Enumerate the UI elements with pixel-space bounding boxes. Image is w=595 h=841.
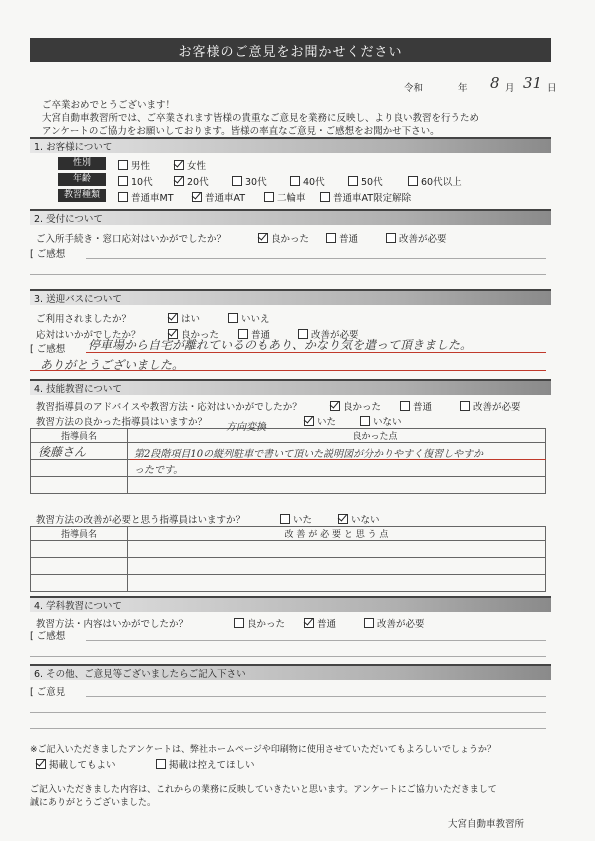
checkbox-icon[interactable] [386,233,396,243]
checkbox-icon[interactable] [118,160,128,170]
shuttle-good-option[interactable]: 良かった [168,327,219,341]
school-name: 大宮自動車教習所 [448,819,525,830]
publish-ok-option[interactable]: 掲載してもよい [36,757,116,771]
checkbox-icon[interactable] [360,416,370,426]
checked-checkbox-icon[interactable] [258,233,268,243]
checked-checkbox-icon[interactable] [174,160,184,170]
checkbox-icon[interactable] [156,759,166,769]
good-points-header: 良かった点 [128,429,546,443]
checked-checkbox-icon[interactable] [192,192,202,202]
checked-checkbox-icon[interactable] [338,514,348,524]
reception-question: ご入所手続き・窓口応対はいかがでしたか？ [36,234,227,245]
intro-line-1: ご卒業おめでとうございます！ [42,100,176,111]
academic-question: 教習方法・内容はいかがでしたか？ [36,619,189,630]
checked-checkbox-icon[interactable] [330,401,340,411]
shuttle-comment-text-2: ありがとうございました。 [40,358,185,372]
good-instructor-yes-option[interactable]: いた [304,414,336,428]
academic-comment-label: [ ご感想 [30,631,66,642]
reception-comment-line [86,258,546,259]
checked-checkbox-icon[interactable] [304,618,314,628]
date-day: 31 [523,74,543,92]
checkbox-icon[interactable] [234,618,244,628]
shuttle-comment-label: [ ご感想 [30,344,66,355]
shuttle-usage-question: ご利用されましたか？ [36,314,132,325]
gender-label: 性別 [58,157,106,170]
checkbox-icon[interactable] [290,176,300,186]
shuttle-improve-option[interactable]: 改善が必要 [298,327,359,341]
checked-checkbox-icon[interactable] [36,759,46,769]
closing-line-2: 誠にありがとうございました。 [30,798,157,808]
age-10s-option[interactable]: 10代 [118,174,153,188]
checkbox-icon[interactable] [118,176,128,186]
reception-improve-option[interactable]: 改善が必要 [386,231,447,245]
shuttle-comment-line [86,352,546,353]
checkbox-icon[interactable] [232,176,242,186]
date-day-unit: 日 [547,83,557,94]
section-header-driving-lessons: 4. 技能教習について [30,379,551,395]
gender-male-option[interactable]: 男性 [118,158,150,172]
reception-comment-label: [ ご感想 [30,249,66,260]
intro-line-2: 大宮自動車教習所では、ご卒業されます皆様の貴重なご意見を業務に反映し、より良い教習を行うため [42,113,480,124]
date-era: 令和 [404,83,424,94]
section-header-academic-lessons: 4. 学科教習について [30,596,551,612]
checkbox-icon[interactable] [264,192,274,202]
course-at-option[interactable]: 普通車AT [192,190,245,204]
closing-line-1: ご記入いただきました内容は、これからの業務に反映していきたいと思います。アンケートにご協力いただきまして [30,785,497,795]
publish-decline-option[interactable]: 掲載は控えてほしい [156,757,255,771]
age-30s-option[interactable]: 30代 [232,174,267,188]
other-comment-line [30,712,546,713]
other-comment-line [30,728,546,729]
good-instructor-no-option[interactable]: いない [360,414,402,428]
academic-improve-option[interactable]: 改善が必要 [364,616,425,630]
section-header-shuttle: 3. 送迎バスについて [30,289,551,305]
section-header-reception: 2. 受付について [30,209,551,225]
reception-good-option[interactable]: 良かった [258,231,309,245]
checkbox-icon[interactable] [228,313,238,323]
age-20s-option[interactable]: 20代 [174,174,209,188]
course-mt-option[interactable]: 普通車MT [118,190,174,204]
shuttle-used-no-option[interactable]: いいえ [228,311,270,325]
shuttle-normal-option[interactable]: 普通 [238,327,270,341]
good-points-line [130,459,546,460]
reception-comment-line [30,274,546,275]
good-points-text-1: 第2段階項目10の縦列駐車で書いて頂いた説明図が分かりやすく復習しやすか [134,449,484,460]
good-instructor-table [30,428,546,494]
good-instructor-name: 後藤さん [38,445,87,459]
academic-good-option[interactable]: 良かった [234,616,285,630]
improve-instructor-yes-option[interactable]: いた [280,512,312,526]
academic-comment-line [30,656,546,657]
checkbox-icon[interactable] [400,401,410,411]
age-50s-option[interactable]: 50代 [348,174,383,188]
course-motorcycle-option[interactable]: 二輪車 [264,190,306,204]
course-label: 教習種類 [58,189,106,202]
academic-normal-option[interactable]: 普通 [304,616,336,630]
checkbox-icon[interactable] [280,514,290,524]
checkbox-icon[interactable] [326,233,336,243]
course-at-limit-release-option[interactable]: 普通車AT限定解除 [320,190,411,204]
shuttle-comment-line [30,370,546,371]
date-month: 8 [490,74,500,92]
instructor-name-header: 指導員名 [31,527,128,541]
instructor-good-option[interactable]: 良かった [330,399,381,413]
date-year-unit: 年 [458,83,468,94]
date-month-unit: 月 [505,83,515,94]
improve-points-header: 改 善 が 必 要 と 思 う 点 [128,527,546,541]
age-label: 年齢 [58,173,106,186]
shuttle-service-question: 応対はいかがでしたか？ [36,330,141,341]
checkbox-icon[interactable] [118,192,128,202]
reception-normal-option[interactable]: 普通 [326,231,358,245]
good-points-text-2: ったです。 [134,465,184,476]
intro-line-3: アンケートのご協力をお願いしております。皆様の率直なご意見・ご感想をお聞かせ下さい。 [42,126,440,137]
other-comment-line [86,696,546,697]
academic-comment-line [86,640,546,641]
instructor-name-header: 指導員名 [31,429,128,443]
checkbox-icon[interactable] [320,192,330,202]
checked-checkbox-icon[interactable] [304,416,314,426]
age-40s-option[interactable]: 40代 [290,174,325,188]
instructor-normal-option[interactable]: 普通 [400,399,432,413]
survey-title: お客様のご意見をお聞かせください [30,38,551,62]
checkbox-icon[interactable] [348,176,358,186]
improve-instructor-no-option[interactable]: いない [338,512,380,526]
section-header-customer: 1. お客様について [30,137,551,153]
improve-instructor-table [30,526,546,592]
instructor-advice-question: 教習指導員のアドバイスや教習方法・応対はいかがでしたか？ [36,402,302,413]
shuttle-comment-text-1: 停車場から自宅が離れているのもあり、かなり気を遣って頂きました。 [88,338,473,352]
checkbox-icon[interactable] [364,618,374,628]
section-header-other: 6. その他、ご意見等ございましたらご記入下さい [30,664,551,680]
shuttle-used-yes-option[interactable]: はい [168,311,200,325]
checked-checkbox-icon[interactable] [174,176,184,186]
good-instructor-question: 教習方法の良かった指導員はいますか？ [36,417,208,428]
handwritten-insert-note: 方向変換 [226,422,266,433]
checked-checkbox-icon[interactable] [168,313,178,323]
instructor-improve-option[interactable]: 改善が必要 [460,399,521,413]
checkbox-icon[interactable] [460,401,470,411]
gender-female-option[interactable]: 女性 [174,158,206,172]
improve-instructor-question: 教習方法の改善が必要と思う指導員はいますか？ [36,515,246,526]
other-comment-label: [ ご意見 [30,687,66,698]
checkbox-icon[interactable] [408,176,418,186]
publish-note: ※ご記入いただきましたアンケートは、弊社ホームページや印刷物に使用させていただいてもよろしいでしょうか？ [30,745,496,755]
age-60s-plus-option[interactable]: 60代以上 [408,174,462,188]
